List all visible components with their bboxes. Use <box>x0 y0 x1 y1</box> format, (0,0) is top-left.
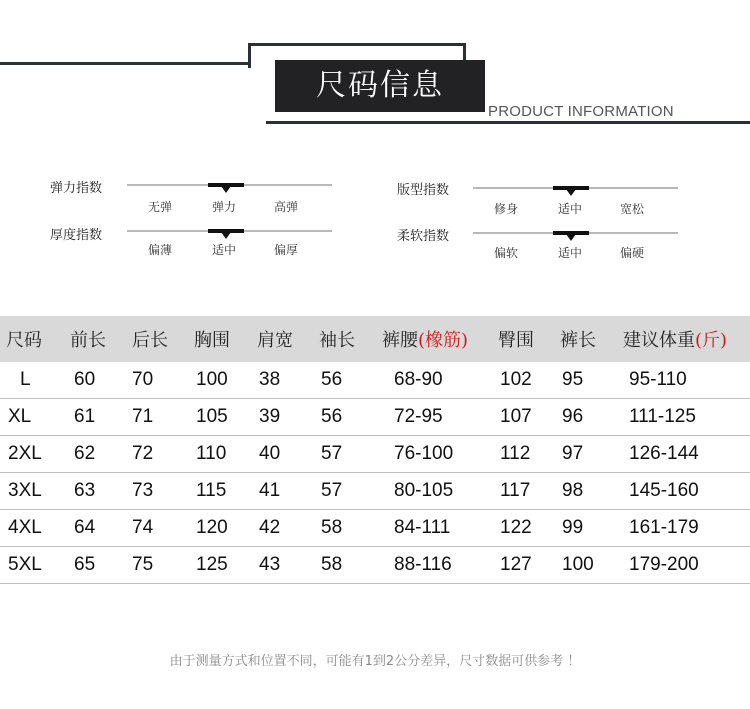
cell-size: L <box>0 362 64 399</box>
cell-weight: 95-110 <box>617 362 750 399</box>
cell-front-length: 64 <box>64 510 126 547</box>
column-header-chest: 胸围 <box>188 316 251 362</box>
cell-sleeve: 56 <box>313 399 376 436</box>
waist-note: (橡筋) <box>418 330 469 351</box>
page-title: 尺码信息 <box>316 68 444 103</box>
page-subtitle: PRODUCT INFORMATION <box>488 103 674 120</box>
cell-front-length: 63 <box>64 473 126 510</box>
column-header-front-length: 前长 <box>64 316 126 362</box>
softness-index-label: 柔软指数 <box>397 229 450 244</box>
cell-chest: 105 <box>188 399 251 436</box>
softness-index-pointer <box>566 234 576 241</box>
table-row <box>0 399 750 436</box>
cell-hip: 102 <box>492 362 554 399</box>
fit-option-1: 修身 <box>494 202 519 216</box>
table-row <box>0 436 750 473</box>
column-header-weight <box>617 316 750 362</box>
cell-shoulder: 43 <box>251 547 313 584</box>
elasticity-option-1: 无弹 <box>148 200 173 214</box>
fit-index-pointer <box>566 189 576 196</box>
elasticity-index-label: 弹力指数 <box>50 181 103 196</box>
cell-weight: 179-200 <box>617 547 750 584</box>
cell-pants-length: 100 <box>554 547 617 584</box>
cell-shoulder: 42 <box>251 510 313 547</box>
softness-option-1: 偏软 <box>494 246 519 260</box>
cell-size: 5XL <box>0 547 64 584</box>
cell-weight: 126-144 <box>617 436 750 473</box>
cell-back-length: 71 <box>126 399 188 436</box>
cell-weight: 161-179 <box>617 510 750 547</box>
softness-option-2: 适中 <box>558 246 583 260</box>
column-header-hip: 臀围 <box>492 316 554 362</box>
cell-size: XL <box>0 399 64 436</box>
cell-shoulder: 38 <box>251 362 313 399</box>
cell-waist: 84-111 <box>376 510 492 547</box>
elasticity-index-pointer <box>221 186 231 193</box>
cell-shoulder: 41 <box>251 473 313 510</box>
cell-pants-length: 97 <box>554 436 617 473</box>
cell-waist: 68-90 <box>376 362 492 399</box>
cell-sleeve: 56 <box>313 362 376 399</box>
cell-waist: 72-95 <box>376 399 492 436</box>
cell-hip: 112 <box>492 436 554 473</box>
table-header-row <box>0 316 750 362</box>
cell-chest: 125 <box>188 547 251 584</box>
cell-sleeve: 57 <box>313 473 376 510</box>
fit-index-label: 版型指数 <box>397 183 450 198</box>
column-header-sleeve: 袖长 <box>313 316 376 362</box>
cell-front-length: 62 <box>64 436 126 473</box>
thickness-option-1: 偏薄 <box>148 243 173 257</box>
cell-back-length: 73 <box>126 473 188 510</box>
softness-option-3: 偏硬 <box>620 246 645 260</box>
column-header-waist <box>376 316 492 362</box>
cell-back-length: 72 <box>126 436 188 473</box>
thickness-option-2: 适中 <box>212 243 237 257</box>
cell-sleeve: 58 <box>313 547 376 584</box>
cell-waist: 80-105 <box>376 473 492 510</box>
cell-shoulder: 40 <box>251 436 313 473</box>
cell-front-length: 60 <box>64 362 126 399</box>
cell-pants-length: 96 <box>554 399 617 436</box>
cell-size: 2XL <box>0 436 64 473</box>
elasticity-option-2: 弹力 <box>212 200 237 214</box>
waist-label: 裤腰 <box>382 330 418 351</box>
column-header-back-length: 后长 <box>126 316 188 362</box>
column-header-pants-length: 裤长 <box>554 316 617 362</box>
cell-weight: 111-125 <box>617 399 750 436</box>
column-header-size: 尺码 <box>0 316 64 362</box>
header-rule-right <box>266 121 750 124</box>
cell-sleeve: 57 <box>313 436 376 473</box>
cell-hip: 127 <box>492 547 554 584</box>
table-row <box>0 362 750 399</box>
column-header-shoulder: 肩宽 <box>251 316 313 362</box>
cell-front-length: 61 <box>64 399 126 436</box>
cell-back-length: 74 <box>126 510 188 547</box>
cell-weight: 145-160 <box>617 473 750 510</box>
cell-front-length: 65 <box>64 547 126 584</box>
cell-back-length: 70 <box>126 362 188 399</box>
cell-pants-length: 95 <box>554 362 617 399</box>
footnote: 由于测量方式和位置不同，可能有1到2公分差异，尺寸数据可供参考 ！ <box>169 654 581 669</box>
cell-chest: 115 <box>188 473 251 510</box>
cell-chest: 110 <box>188 436 251 473</box>
size-table <box>0 316 750 584</box>
fit-option-2: 适中 <box>558 202 583 216</box>
cell-hip: 117 <box>492 473 554 510</box>
cell-size: 4XL <box>0 510 64 547</box>
cell-waist: 88-116 <box>376 547 492 584</box>
cell-chest: 100 <box>188 362 251 399</box>
cell-chest: 120 <box>188 510 251 547</box>
thickness-index-label: 厚度指数 <box>50 228 103 243</box>
elasticity-option-3: 高弹 <box>274 200 299 214</box>
weight-unit: (斤) <box>695 330 728 351</box>
header-rule-left <box>0 62 250 65</box>
weight-label: 建议体重 <box>623 330 695 351</box>
cell-hip: 122 <box>492 510 554 547</box>
table-row <box>0 547 750 584</box>
cell-pants-length: 99 <box>554 510 617 547</box>
cell-sleeve: 58 <box>313 510 376 547</box>
cell-shoulder: 39 <box>251 399 313 436</box>
thickness-option-3: 偏厚 <box>274 243 299 257</box>
table-row <box>0 473 750 510</box>
table-row <box>0 510 750 547</box>
cell-back-length: 75 <box>126 547 188 584</box>
cell-waist: 76-100 <box>376 436 492 473</box>
cell-size: 3XL <box>0 473 64 510</box>
cell-hip: 107 <box>492 399 554 436</box>
fit-option-3: 宽松 <box>620 202 645 216</box>
thickness-index-pointer <box>221 232 231 239</box>
cell-pants-length: 98 <box>554 473 617 510</box>
